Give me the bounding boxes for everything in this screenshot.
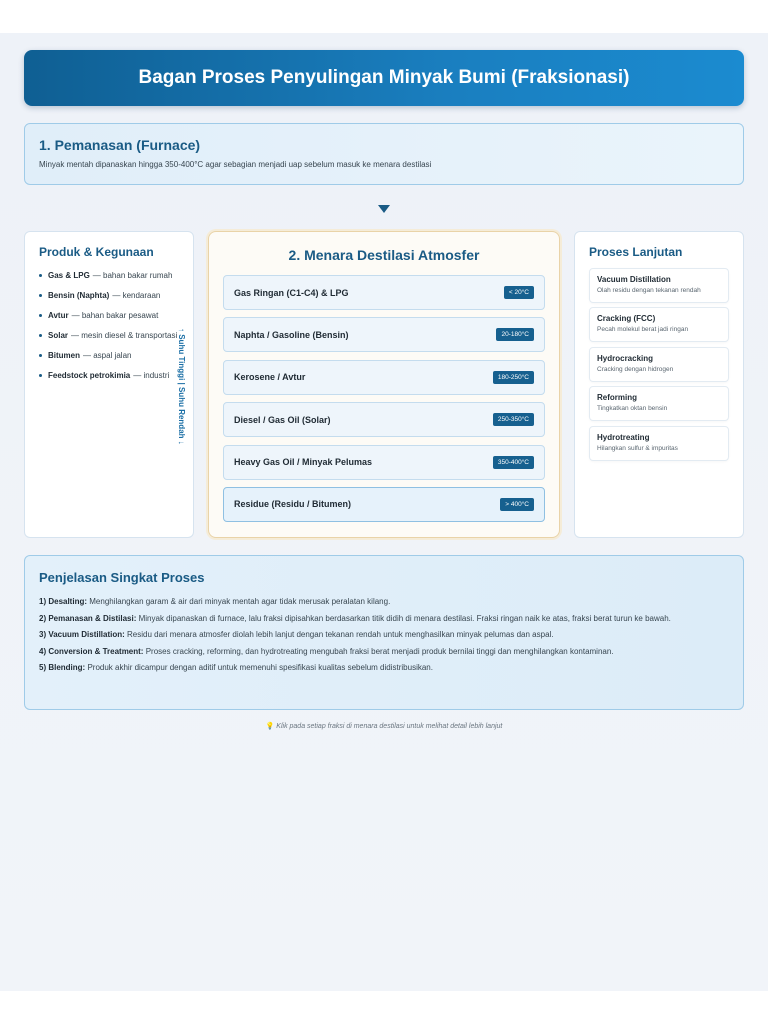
temperature-axis-label: ↑ Suhu Tinggi | Suhu Rendah ↓ [177,328,186,445]
furnace-title: 1. Pemanasan (Furnace) [39,137,201,153]
process-name: Hydrocracking [597,353,654,363]
distillation-tower [208,231,560,538]
fraction-temp-badge: 20-180°C [496,328,534,341]
process-name: Reforming [597,393,637,403]
bullet-icon [39,274,42,277]
fraction-name: Diesel / Gas Oil (Solar) [234,414,331,425]
lightbulb-icon: 💡 [265,723,275,730]
explanation-text: Produk akhir dicampur dengan aditif untuk memenuhi spesifikasi kualitas sebelum didistribusikan. [87,663,433,673]
fraction-naphta[interactable] [223,317,545,352]
hint-note [0,722,768,730]
product-name: Bitumen [48,351,80,360]
product-item [39,351,179,360]
fraction-name: Heavy Gas Oil / Minyak Pelumas [234,457,373,468]
processes-title: Proses Lanjutan [589,245,683,259]
fraction-residue[interactable] [223,487,545,522]
page-title: Bagan Proses Penyulingan Minyak Bumi (Fraksionasi) [138,67,630,88]
explanation-item [39,596,729,608]
process-description: Cracking dengan hidrogen [597,365,674,373]
products-title: Produk & Kegunaan [39,245,154,259]
explanation-label: 1) Desalting: [39,597,88,606]
explanation-item [39,613,729,625]
tower-title: 2. Menara Destilasi Atmosfer [288,247,480,263]
explanation-item [39,662,729,674]
fraction-temp-badge: 250-350°C [493,413,534,426]
products-card [24,231,194,538]
processes-card [574,231,744,538]
process-description: Pecah molekul berat jadi ringan [597,326,689,334]
explanation-section [24,555,744,710]
product-item [39,291,179,300]
process-item [589,426,729,461]
explanation-title: Penjelasan Singkat Proses [39,570,205,585]
explanation-text: Residu dari menara atmosfer diolah lebih lanjut dengan tekanan rendah untuk menghasilkan minyak pelumas dan aspal. [127,630,554,640]
explanation-text: Minyak dipanaskan di furnace, lalu fraksi dipisahkan berdasarkan titik didih di menara destilasi. Fraksi ringan naik ke atas, fraksi berat turun ke bawah. [138,613,671,623]
product-name: Avtur [48,311,69,320]
process-description: Hilangkan sulfur & impuritas [597,444,678,452]
product-use: — bahan bakar rumah [92,271,173,280]
explanation-text: Menghilangkan garam & air dari minyak mentah agar tidak merusak peralatan kilang. [89,597,391,606]
fraction-temp-badge: < 20°C [504,286,534,299]
process-description: Olah residu dengan tekanan rendah [597,287,701,294]
process-name: Cracking (FCC) [597,314,656,324]
fraction-name: Gas Ringan (C1-C4) & LPG [234,287,349,298]
product-use: — kendaraan [112,291,161,300]
bullet-icon [39,374,42,377]
fraction-diesel[interactable] [223,402,545,437]
product-item [39,311,179,320]
process-item [589,307,729,342]
product-item [39,331,179,340]
process-name: Hydrotreating [597,432,650,442]
bullet-icon [39,354,42,357]
explanation-label: 4) Conversion & Treatment: [39,646,144,656]
explanation-item [39,646,729,658]
arrow-down-icon [378,205,390,213]
hint-text: Klik pada setiap fraksi di menara destilasi untuk melihat detail lebih lanjut [276,723,503,730]
product-name: Feedstock petrokimia [48,371,131,380]
furnace-description: Minyak mentah dipanaskan hingga 350-400°C agar sebagian menjadi uap sebelum masuk ke menara destilasi [39,160,432,169]
explanation-label: 2) Pemanasan & Distilasi: [39,613,137,623]
process-item [589,268,729,303]
product-name: Gas & LPG [48,271,90,280]
product-use: — bahan bakar pesawat [71,311,159,320]
bullet-icon [39,334,42,337]
bullet-icon [39,294,42,297]
fraction-kerosene[interactable] [223,360,545,395]
fraction-name: Residue (Residu / Bitumen) [234,499,352,510]
explanation-label: 5) Blending: [39,663,86,673]
product-use: — aspal jalan [83,351,132,360]
fraction-name: Kerosene / Avtur [234,372,306,383]
fraction-temp-badge: 180-250°C [493,371,534,384]
process-item [589,386,729,421]
bullet-icon [39,314,42,317]
process-item [589,347,729,382]
process-name: Vacuum Distillation [597,275,671,284]
fraction-name: Naphta / Gasoline (Bensin) [234,329,349,340]
page-header [24,50,744,106]
explanation-text: Proses cracking, reforming, dan hydrotreating mengubah fraksi berat menjadi produk bernilai tinggi dan menghilangkan kontaminan. [145,646,614,656]
fraction-temp-badge: > 400°C [500,498,534,511]
product-use: — mesin diesel & transportasi [71,331,178,340]
fraction-temp-badge: 350-400°C [493,456,534,469]
explanation-item [39,629,729,641]
product-use: — industri [133,371,170,380]
product-item [39,371,179,380]
furnace-section [24,123,744,185]
process-description: Tingkatkan oktan bensin [597,405,668,413]
product-name: Solar [48,331,69,340]
product-item [39,271,179,280]
fraction-gas[interactable] [223,275,545,310]
product-name: Bensin (Naphta) [48,291,110,300]
fraction-heavy-gas-oil[interactable] [223,445,545,480]
explanation-label: 3) Vacuum Distillation: [39,630,125,640]
